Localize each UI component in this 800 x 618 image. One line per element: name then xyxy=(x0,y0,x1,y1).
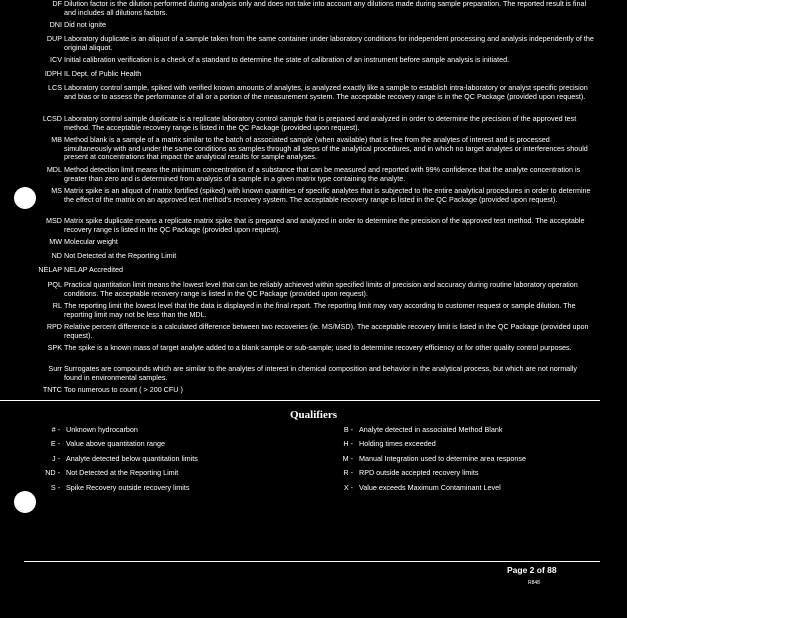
definition-text: Practical quantitation limit means the lowest level that can be reliably achieved within specified limits of precision and accuracy during routine laboratory operation conditions. The acceptable recovery range is listed in the QC Package (provided upon request). xyxy=(64,280,578,298)
divider-bottom xyxy=(24,561,600,562)
qualifiers-title: Qualifiers xyxy=(289,409,338,421)
definition-abbr: LCS xyxy=(48,83,62,92)
qualifier-desc: Spike Recovery outside recovery limits xyxy=(66,483,190,492)
qualifier-desc: Value exceeds Maximum Contaminant Level xyxy=(359,483,501,492)
divider-top xyxy=(0,400,600,401)
qualifier-desc: Manual Integration used to determine area response xyxy=(359,454,527,463)
definition-abbr: ND xyxy=(51,251,62,260)
punch-hole-top xyxy=(14,187,36,209)
qualifier-code: S - xyxy=(50,483,60,492)
definition-abbr: RL xyxy=(52,301,62,310)
definition-text: Method blank is a sample of a matrix similar to the batch of associated sample (when available) that is free from the analytes of interest and is processed simultaneously with and under the same conditions as samples through all steps of the analytical procedures, and in which no target analytes or interferences should present at concentrations that impact the analytical results for sample analyses. xyxy=(64,135,588,162)
definition-abbr: IDPH xyxy=(44,69,62,78)
definition-text: Laboratory control sample, spiked with verified known amounts of analytes, is analyzed exactly like a sample to establish intra-laboratory or analyst specific precision and bias or to assess the performance of all or a portion of the measurement system. The acceptable recovery range is in the QC Package (provided upon request). xyxy=(64,83,588,101)
qualifier-code: M - xyxy=(342,454,353,463)
definition-text: The reporting limit the lowest level that the data is displayed in the final report. The reporting limit may vary according to customer request or sample dilution. The reporting limit may not be less than the MDL. xyxy=(64,301,576,319)
definition-abbr: TNTC xyxy=(42,385,62,394)
qualifier-desc: Holding times exceeded xyxy=(359,439,436,448)
definition-abbr: Surr xyxy=(48,364,62,373)
definition-abbr: ICV xyxy=(50,55,62,64)
definition-abbr: DUP xyxy=(46,34,62,43)
qualifier-code: X - xyxy=(343,483,353,492)
definition-text: Laboratory duplicate is an aliquot of a sample taken from the same container under laboratory conditions for independent processing and analysis independently of the original aliquot. xyxy=(64,34,594,52)
definition-abbr: RPD xyxy=(46,322,62,331)
qualifier-code: B - xyxy=(343,425,353,434)
definition-text: Surrogates are compounds which are similar to the analytes of interest in chemical composition and behavior in the analytical process, but which are not normally found in environmental samples. xyxy=(64,364,577,382)
definition-abbr: MSD xyxy=(46,216,62,225)
page-stamp: R848 xyxy=(528,580,540,586)
definition-abbr: NELAP xyxy=(38,265,62,274)
definition-abbr: LCSD xyxy=(42,114,62,123)
definition-abbr: MW xyxy=(49,237,62,246)
definition-abbr: DF xyxy=(52,0,62,8)
definition-abbr: MDL xyxy=(46,165,62,174)
qualifier-desc: Analyte detected in associated Method Blank xyxy=(359,425,503,434)
definition-text: Dilution factor is the dilution performed during analysis only and does not take into account any dilutions made during sample preparation. The reported result is final and includes all dilutions factors. xyxy=(64,0,587,17)
definition-text: Method detection limit means the minimum concentration of a substance that can be measured and reported with 99% confidence that the analyte concentration is greater than zero and is determined from analysis of a sample in a given matrix type containing the analyte. xyxy=(64,165,581,183)
definition-text: Matrix spike is an aliquot of matrix fortified (spiked) with known quantities of specific analytes that is subjected to the entire analytical procedures in order to determine the effect of the matrix on an approved test method's recovery system. The acceptable recovery range is listed in the QC Package (provided upon request). xyxy=(64,186,591,204)
qualifier-code: R - xyxy=(343,468,353,477)
definition-text: Too numerous to count ( > 200 CFU ) xyxy=(64,385,183,394)
definition-text: Matrix spike duplicate means a replicate matrix spike that is prepared and analyzed in order to determine the precision of the approved test method. The acceptable recovery range is listed in the QC Package (provided upon request). xyxy=(64,216,585,234)
definition-text: NELAP Accredited xyxy=(64,265,123,274)
page-number: Page 2 of 88 xyxy=(507,565,557,575)
qualifier-desc: Analyte detected below quantitation limits xyxy=(66,454,198,463)
qualifier-code: ND - xyxy=(45,468,60,477)
definition-text: Did not ignite xyxy=(64,20,106,29)
qualifier-code: J - xyxy=(52,454,60,463)
qualifier-desc: Value above quantitation range xyxy=(66,439,165,448)
definition-abbr: SPK xyxy=(47,343,62,352)
qualifier-code: # - xyxy=(51,425,60,434)
qualifier-code: H - xyxy=(343,439,353,448)
definition-abbr: DNI xyxy=(49,20,62,29)
definition-abbr: PQL xyxy=(47,280,62,289)
qualifier-desc: Not Detected at the Reporting Limit xyxy=(66,468,179,477)
definition-text: IL Dept. of Public Health xyxy=(64,69,142,78)
definition-abbr: MB xyxy=(51,135,62,144)
definition-abbr: MS xyxy=(51,186,62,195)
definition-text: Not Detected at the Reporting Limit xyxy=(64,251,177,260)
definition-text: Relative percent difference is a calculated difference between two recoveries (ie. MS/MSD). The acceptable recovery limit is listed in the QC Package (provided upon request). xyxy=(64,322,589,340)
definition-text: Molecular weight xyxy=(64,237,118,246)
qualifier-desc: Unknown hydrocarbon xyxy=(66,425,138,434)
definition-text: Initial calibration verification is a check of a standard to determine the state of calibration of an instrument before sample analysis is initiated. xyxy=(64,55,510,64)
definition-text: The spike is a known mass of target analyte added to a blank sample or sub-sample; used to determine recovery efficiency or for other quality control purposes. xyxy=(64,343,572,352)
qualifier-code: E - xyxy=(50,439,60,448)
punch-hole-bottom xyxy=(14,491,36,513)
definition-text: Laboratory control sample duplicate is a replicate laboratory control sample that is prepared and analyzed in order to determine the precision of the approved test method. The acceptable recovery range is listed in the QC Package (provided upon request). xyxy=(64,114,577,132)
qualifier-desc: RPD outside accepted recovery limits xyxy=(359,468,479,477)
